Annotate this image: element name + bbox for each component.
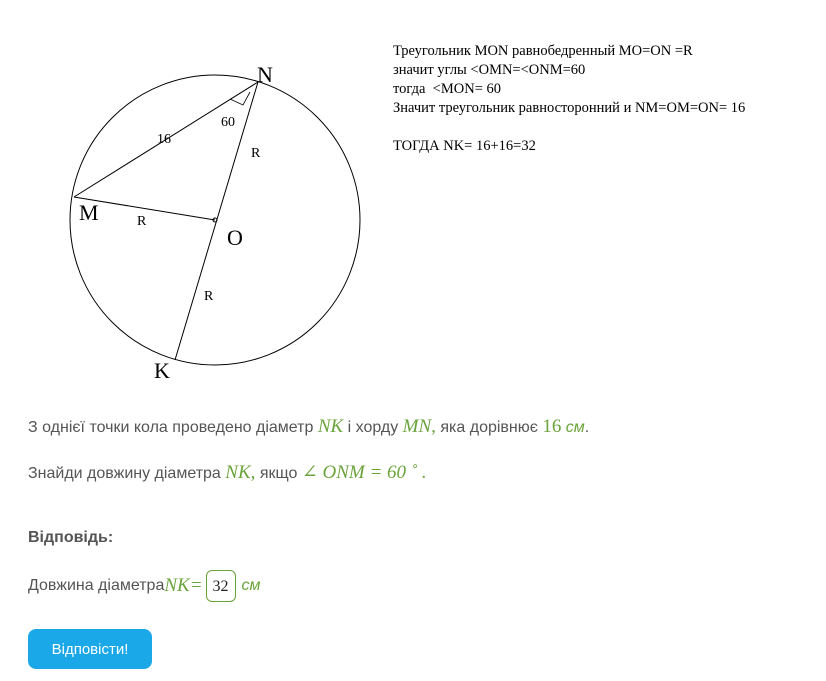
label-radius-om: R: [137, 214, 147, 229]
problem-statement: [28, 416, 589, 438]
label-k: K: [154, 358, 170, 383]
label-o: O: [227, 225, 243, 250]
note-line: тогда <MON= 60: [393, 81, 501, 97]
submit-button[interactable]: Відповісти!: [28, 629, 152, 669]
note-line: ТОГДА NK= 16+16=32: [393, 138, 536, 154]
label-angle-60: 60: [221, 115, 235, 130]
math-nk: NK,: [225, 462, 256, 483]
problem-question: [28, 461, 427, 484]
answer-unit: см: [241, 577, 261, 594]
note-line: Значит треугольник равносторонний и NM=OM=ON= 16: [393, 100, 746, 116]
label-radius-ok: R: [204, 289, 214, 304]
geometry-figure: [60, 55, 380, 395]
answer-heading: Відповідь:: [28, 529, 114, 546]
math-nk-equals: NK=: [164, 575, 203, 596]
math-angle: ∠ ONM = 60 ˚ .: [301, 462, 427, 483]
math-nk: NK: [317, 416, 344, 437]
text: якщо: [255, 465, 302, 482]
answer-row: [28, 570, 260, 602]
note-line: Треугольник MON равнобедренный MO=ON =R: [393, 43, 693, 59]
label-radius-on: R: [251, 146, 261, 161]
note-line: [393, 118, 813, 137]
label-chord-16: 16: [157, 132, 171, 147]
text: яка дорівнює: [435, 419, 543, 436]
math-16: 16: [542, 416, 562, 437]
label-n: N: [257, 62, 273, 87]
solution-notes: [393, 42, 813, 156]
text: З однієї точки кола проведено діаметр: [28, 419, 318, 436]
unit-cm: см: [561, 419, 585, 436]
label-m: M: [79, 200, 99, 225]
angle-arc: [230, 92, 250, 105]
text: Знайди довжину діаметра: [28, 465, 226, 482]
note-line: значит углы <OMN=<ONM=60: [393, 62, 586, 78]
answer-input[interactable]: 32: [206, 570, 236, 602]
math-mn: MN,: [402, 416, 436, 437]
text: і хорду: [343, 419, 403, 436]
answer-label: Довжина діаметра: [28, 577, 165, 594]
text: .: [584, 419, 590, 436]
